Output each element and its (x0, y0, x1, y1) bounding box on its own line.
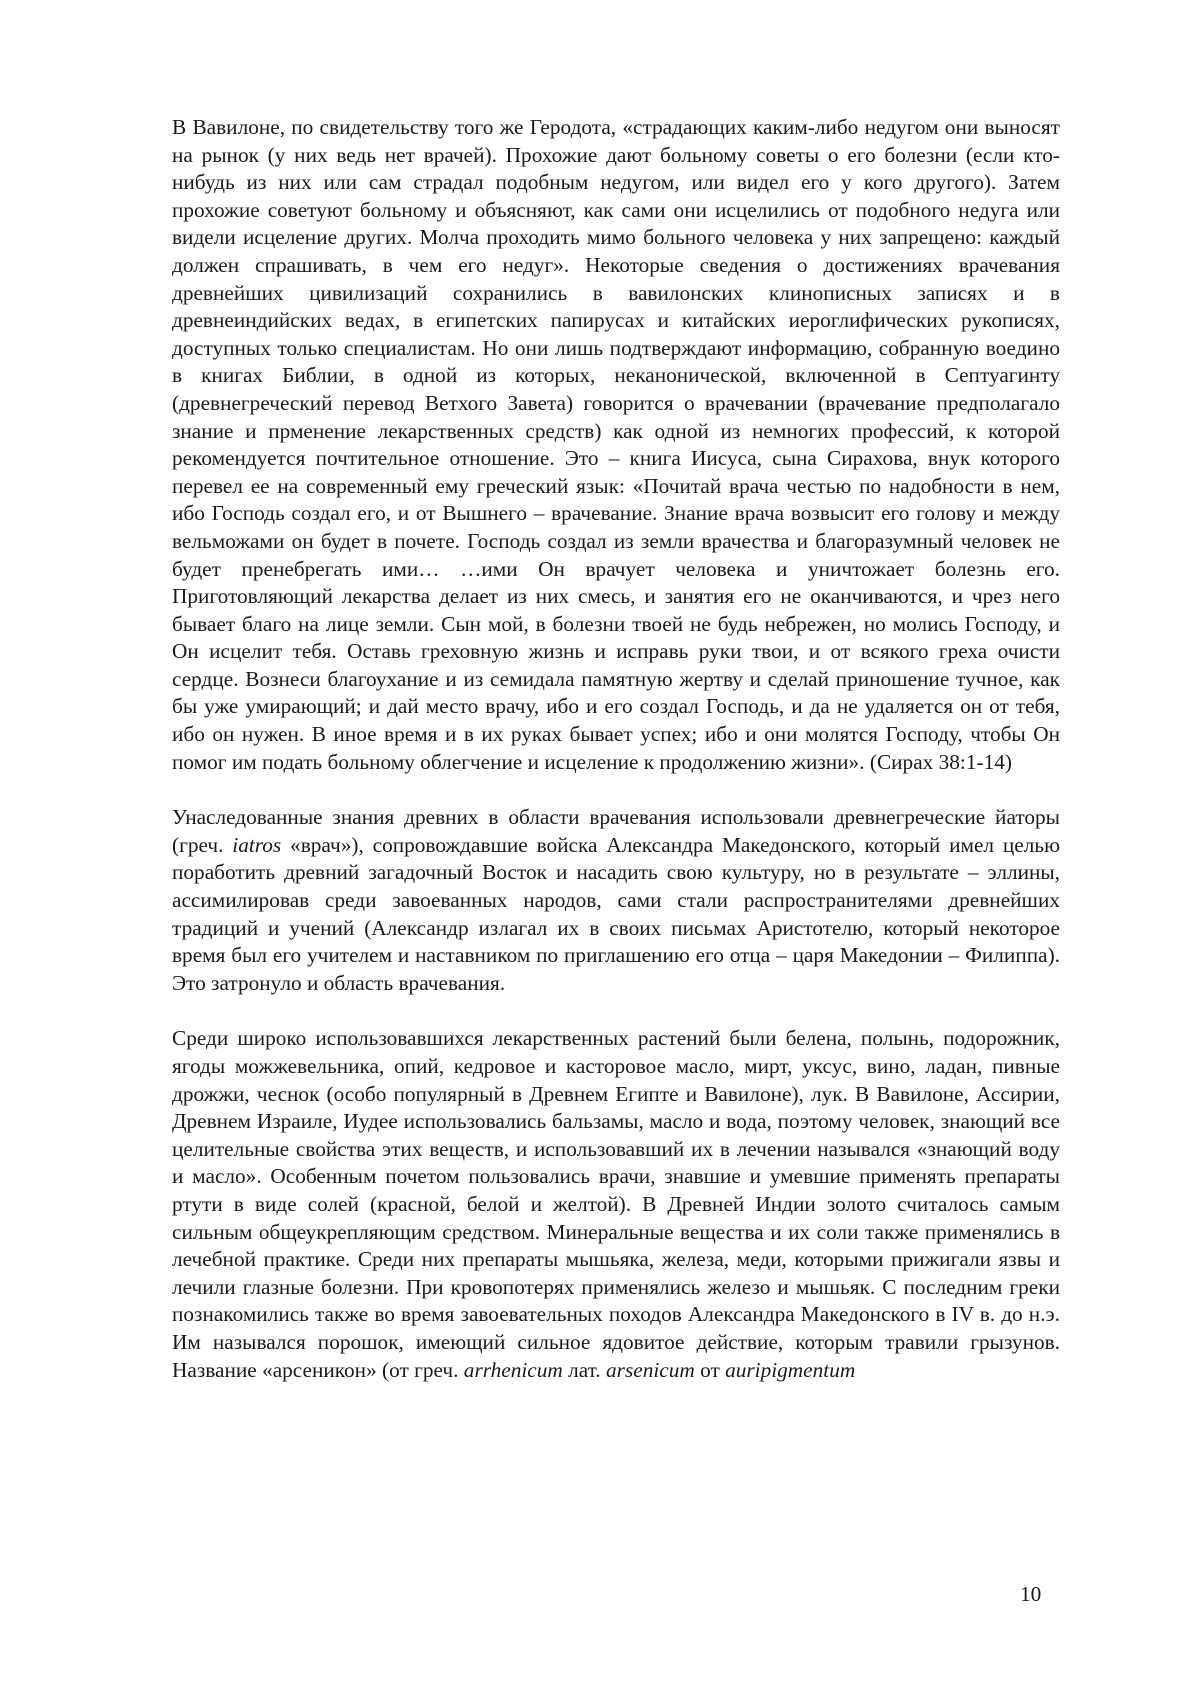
text-run: «врач»), сопровождавшие войска Александра Македонского, который имел целью поработить древний загадочный Восток и насадить свою культуру, но в результате – эллины, ассимилировав среди завоеванных народов, сами стали распространителями древнейших традиций и учений (Александр излагал их в своих письмах Аристотелю, который некоторое время был его учителем и наставником по приглашению его отца – царя Македонии – Филиппа). Это затронуло и область врачевания. (172, 832, 1060, 995)
italic-term: iatros (232, 832, 282, 857)
paragraph-gap (172, 997, 1060, 1025)
body-text (172, 114, 1060, 1384)
text-run: от (694, 1357, 726, 1382)
italic-term: arrhenicum (463, 1357, 563, 1382)
text-run: Среди широко использовавшихся лекарственных растений были белена, полынь, подорожник, ягоды можжевельника, опий, кедровое и касторовое масло, мирт, уксус, вино, ладан, пивные дрожжи, чеснок (особо популярный в Древнем Египте и Вавилоне), лук. В Вавилоне, Ассирии, Древнем Израиле, Иудее использовались бальзамы, масло и вода, поэтому человек, знающий все целительные свойства этих веществ, и использовавший их в лечении назывался «знающий воду и масло». Особенным почетом пользовались врачи, знавшие и умевшие применять препараты ртути в виде солей (красной, белой и желтой). В Древней Индии золото считалось самым сильным общеукрепляющим средством. Минеральные вещества и их соли также применялись в лечебной практике. Среди них препараты мышьяка, железа, меди, которыми прижигали язвы и лечили глазные болезни. При кровопотерях применялись железо и мышьяк. С последним греки познакомились также во время завоевательных походов Александра Македонского в IV в. до н.э. Им назывался порошок, имеющий сильное ядовитое действие, которым травили грызунов. Название «арсеникон» (от греч. (172, 1026, 1060, 1382)
italic-term: arsenicum (606, 1357, 695, 1382)
paragraph-remedies (172, 1025, 1060, 1384)
text-run: В Вавилоне, по свидетельству того же Геродота, «страдающих каким-либо недугом они выносят на рынок (у них ведь нет врачей). Прохожие дают больному советы о его болезни (если кто-нибудь из них или сам страдал подобным недугом, или видел его у кого другого). Затем прохожие советуют больному и объясняют, как сами они исцелились от подобного недуга или видели исцеление других. Молча проходить мимо больного человека у них запрещено: каждый должен спрашивать, в чем его недуг». Некоторые сведения о достижениях врачевания древнейших цивилизаций сохранились в вавилонских клинописных записях и в древнеиндийских ведах, в египетских папирусах и китайских иероглифических рукописях, доступных только специалистам. Но они лишь подтверждают информацию, собранную воедино в книгах Библии, в одной из которых, неканонической, включенной в Септуагинту (древнегреческий перевод Ветхого Завета) говорится о врачевании (врачевание предполагало знание и прменение лекарственных средств) как одной из немногих профессий, к которой рекомендуется почтительное отношение. Это – книга Иисуса, сына Сирахова, внук которого перевел ее на современный ему греческий язык: «Почитай врача честью по надобности в нем, ибо Господь создал его, и от Вышнего – врачевание. Знание врача возвысит его голову и между вельможами он будет в почете. Господь создал из земли врачества и благоразумный человек не будет пренебрегать ими… …ими Он врачует человека и уничтожает болезнь его. Приготовляющий лекарства делает из них смесь, и занятия его не оканчиваются, и чрез него бывает благо на лице земли. Сын мой, в болезни твоей не будь небрежен, но молись Господу, и Он исцелит тебя. Оставь греховную жизнь и исправь руки твои, и от всякого греха очисти сердце. Вознеси благоухание и из семидала памятную жертву и сделай приношение тучное, как бы уже умирающий; и дай место врачу, ибо и его создал Господь, и да не удаляется он от тебя, ибо он нужен. В иное время и в их руках бывает успех; ибо и они молятся Господу, чтобы Он помог им подать больному облегчение и исцеление к продолжению жизни». (Сирах 38:1-14) (172, 115, 1060, 774)
paragraph-gap (172, 776, 1060, 804)
text-run: лат. (562, 1357, 607, 1382)
page-number: 10 (1020, 1582, 1042, 1606)
italic-term: auripigmentum (725, 1357, 856, 1382)
paragraph-babylon (172, 114, 1060, 776)
text-run: Унаследованные знания древних в области врачевания использовали древнегреческие йаторы (греч. (172, 805, 1060, 857)
paragraph-iatros (172, 804, 1060, 997)
